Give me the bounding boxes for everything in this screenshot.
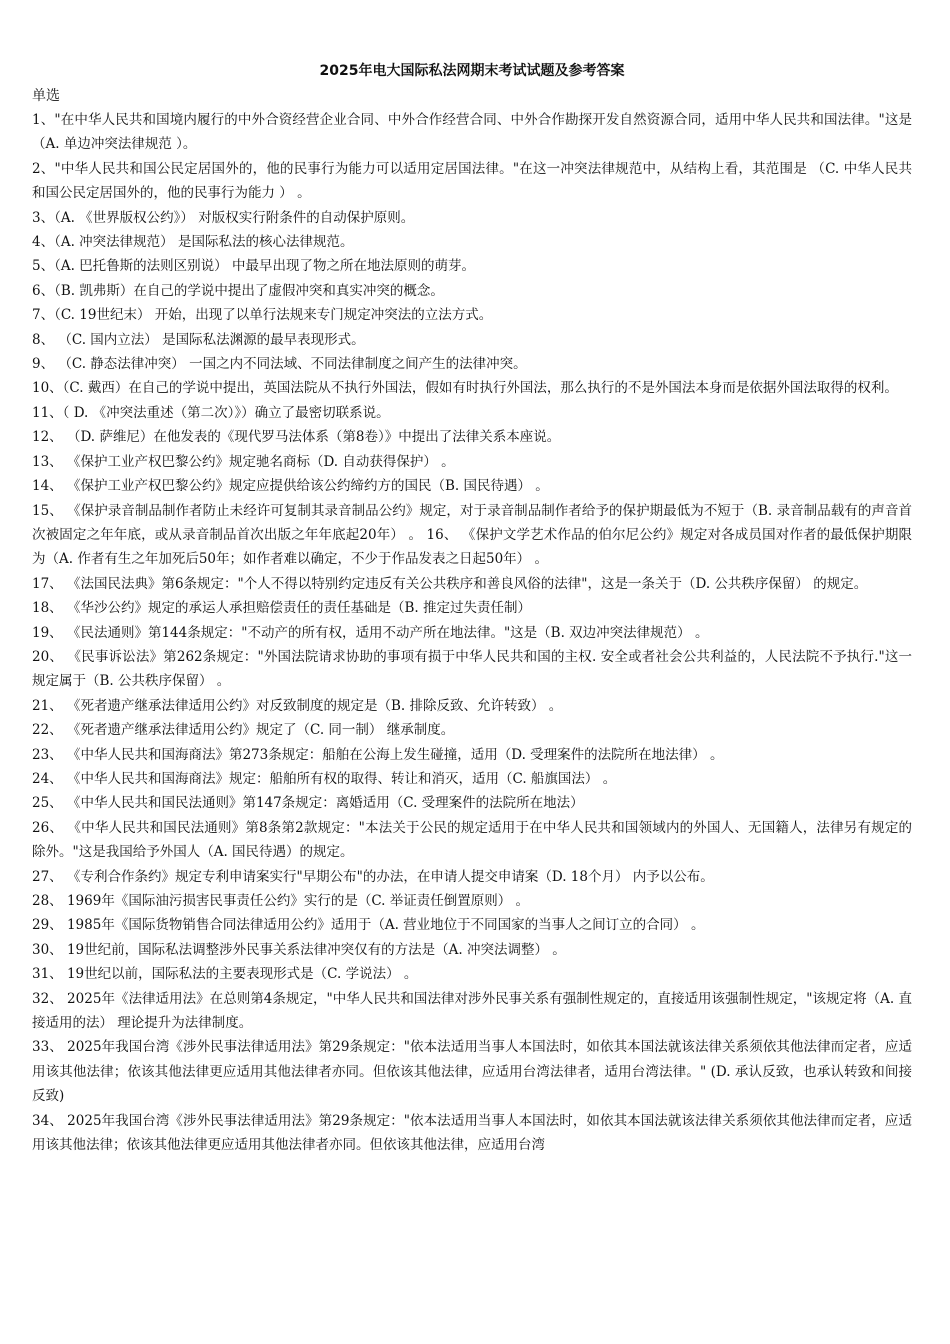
question-item: 12、 （D. 萨维尼）在他发表的《现代罗马法体系（第8卷）》中提出了法律关系本座说。 [32, 429, 561, 446]
question-item: 30、 19世纪前，国际私法调整涉外民事关系法律冲突仅有的方法是（A. 冲突法调整） 。 [32, 941, 566, 958]
question-item: 3、（A. 《世界版权公约》） 对版权实行附条件的自动保护原则。 [32, 209, 415, 226]
question-item: 20、 《民事诉讼法》第262条规定："外国法院请求协助的事项有损于中华人民共和国的主权. 安全或者社会公共利益的，人民法院不予执行."这一规定属于（B. 公共秩序保留） 。 [32, 648, 912, 690]
question-item: 24、 《中华人民共和国海商法》规定：船舶所有权的取得、转让和消灭，适用（C. 船旗国法） 。 [32, 770, 617, 787]
question-item: 17、 《法国民法典》第6条规定："个人不得以特别约定违反有关公共秩序和善良风俗的法律"，这是一条关于（D. 公共秩序保留） 的规定。 [32, 575, 868, 592]
question-item: 6、（B. 凯弗斯）在自己的学说中提出了虚假冲突和真实冲突的概念。 [32, 282, 444, 299]
question-item: 10、（C. 戴西）在自己的学说中提出，英国法院从不执行外国法，假如有时执行外国法，那么执行的不是外国法本身而是依据外国法取得的权利。 [32, 380, 898, 397]
question-item: 5、（A. 巴托鲁斯的法则区别说） 中最早出现了物之所在地法原则的萌芽。 [32, 258, 475, 275]
question-item: 18、 《华沙公约》规定的承运人承担赔偿责任的责任基础是（B. 推定过失责任制） [32, 600, 531, 617]
question-item: 32、 2025年《法律适用法》在总则第4条规定，"中华人民共和国法律对涉外民事关系有强制性规定的，直接适用该强制性规定，"该规定将（A. 直接适用的法） 理论提升为法律制度。 [32, 990, 912, 1032]
question-item: 27、 《专利合作条约》规定专利申请案实行"早期公布"的办法，在申请人提交申请案（D. 18个月） 内予以公布。 [32, 868, 714, 885]
question-item: 25、 《中华人民共和国民法通则》第147条规定：离婚适用（C. 受理案件的法院所在地法） [32, 795, 584, 812]
question-item: 28、 1969年《国际油污损害民事责任公约》实行的是（C. 举证责任倒置原则） 。 [32, 893, 530, 909]
question-item: 22、 《死者遗产继承法律适用公约》规定了（C. 同一制） 继承制度。 [32, 722, 455, 739]
question-item: 8、 （C. 国内立法） 是国际私法渊源的最早表现形式。 [32, 331, 365, 348]
question-item: 33、 2025年我国台湾《涉外民事法律适用法》第29条规定："依本法适用当事人本国法时，如依其本国法就该法律关系须依其他法律而定者，应适用该其他法律；依该其他法律更应适用其他法律者亦同。但依该其他法律，应适用台湾法律者，适用台湾法律。" (D. 承认反致，也承认转致和间接反致) [32, 1039, 912, 1105]
question-item: 15、 《保护录音制品制作者防止未经许可复制其录音制品公约》规定，对于录音制品制作者给予的保护期最低为不短于（B. 录音制品载有的声音首次被固定之年年底，或从录音制品首次出版之年年底起20年） 。 16、 《保护文学艺术作品的伯尔尼公约》规定对各成员国对作者的最低保护期限为（A. 作者有生之年加死后50年；如作者难以确定，不少于作品发表之日起50年） 。 [32, 502, 912, 568]
question-list [32, 108, 912, 1157]
question-item: 31、 19世纪以前，国际私法的主要表现形式是（C. 学说法） 。 [32, 966, 418, 983]
question-item: 14、 《保护工业产权巴黎公约》规定应提供给该公约缔约方的国民（B. 国民待遇） 。 [32, 478, 549, 495]
question-item: 4、（A. 冲突法律规范） 是国际私法的核心法律规范。 [32, 234, 354, 251]
question-item: 34、 2025年我国台湾《涉外民事法律适用法》第29条规定："依本法适用当事人本国法时，如依其本国法就该法律关系须依其他法律而定者，应适用该其他法律；依该其他法律更应适用其他法律者亦同。但依该其他法律，应适用台湾 [32, 1112, 912, 1154]
section-label: 单选 [32, 88, 60, 104]
question-item: 11、（ D. 《冲突法重述（第二次）》）确立了最密切联系说。 [32, 404, 390, 421]
question-item: 9、 （C. 静态法律冲突） 一国之内不同法域、不同法律制度之间产生的法律冲突。 [32, 356, 527, 373]
question-item: 23、 《中华人民共和国海商法》第273条规定：船舶在公海上发生碰撞，适用（D. 受理案件的法院所在地法律） 。 [32, 746, 724, 763]
question-item: 7、（C. 19世纪末） 开始，出现了以单行法规来专门规定冲突法的立法方式。 [32, 307, 493, 324]
question-item: 29、 1985年《国际货物销售合同法律适用公约》适用于（A. 营业地位于不同国家的当事人之间订立的合同） 。 [32, 917, 705, 934]
question-item: 21、 《死者遗产继承法律适用公约》对反致制度的规定是（B. 排除反致、允许转致） 。 [32, 697, 563, 714]
document-page [32, 60, 912, 1157]
document-title: 2025年电大国际私法网期末考试试题及参考答案 [319, 63, 625, 79]
question-item: 13、 《保护工业产权巴黎公约》规定驰名商标（D. 自动获得保护） 。 [32, 453, 455, 470]
question-item: 2、"中华人民共和国公民定居国外的，他的民事行为能力可以适用定居国法律。"在这一冲突法律规范中，从结构上看，其范围是 （C. 中华人民共和国公民定居国外的，他的民事行为能力 ） 。 [32, 160, 912, 202]
question-item: 1、"在中华人民共和国境内履行的中外合资经营企业合同、中外合作经营合同、中外合作勘探开发自然资源合同，适用中华人民共和国法律。"这是（A. 单边冲突法律规范 ）。 [32, 112, 912, 153]
question-item: 19、 《民法通则》第144条规定："不动产的所有权，适用不动产所在地法律。"这是（B. 双边冲突法律规范） 。 [32, 624, 709, 641]
question-item: 26、 《中华人民共和国民法通则》第8条第2款规定："本法关于公民的规定适用于在中华人民共和国领域内的外国人、无国籍人，法律另有规定的除外。"这是我国给予外国人（A. 国民待遇）的规定。 [32, 819, 912, 861]
